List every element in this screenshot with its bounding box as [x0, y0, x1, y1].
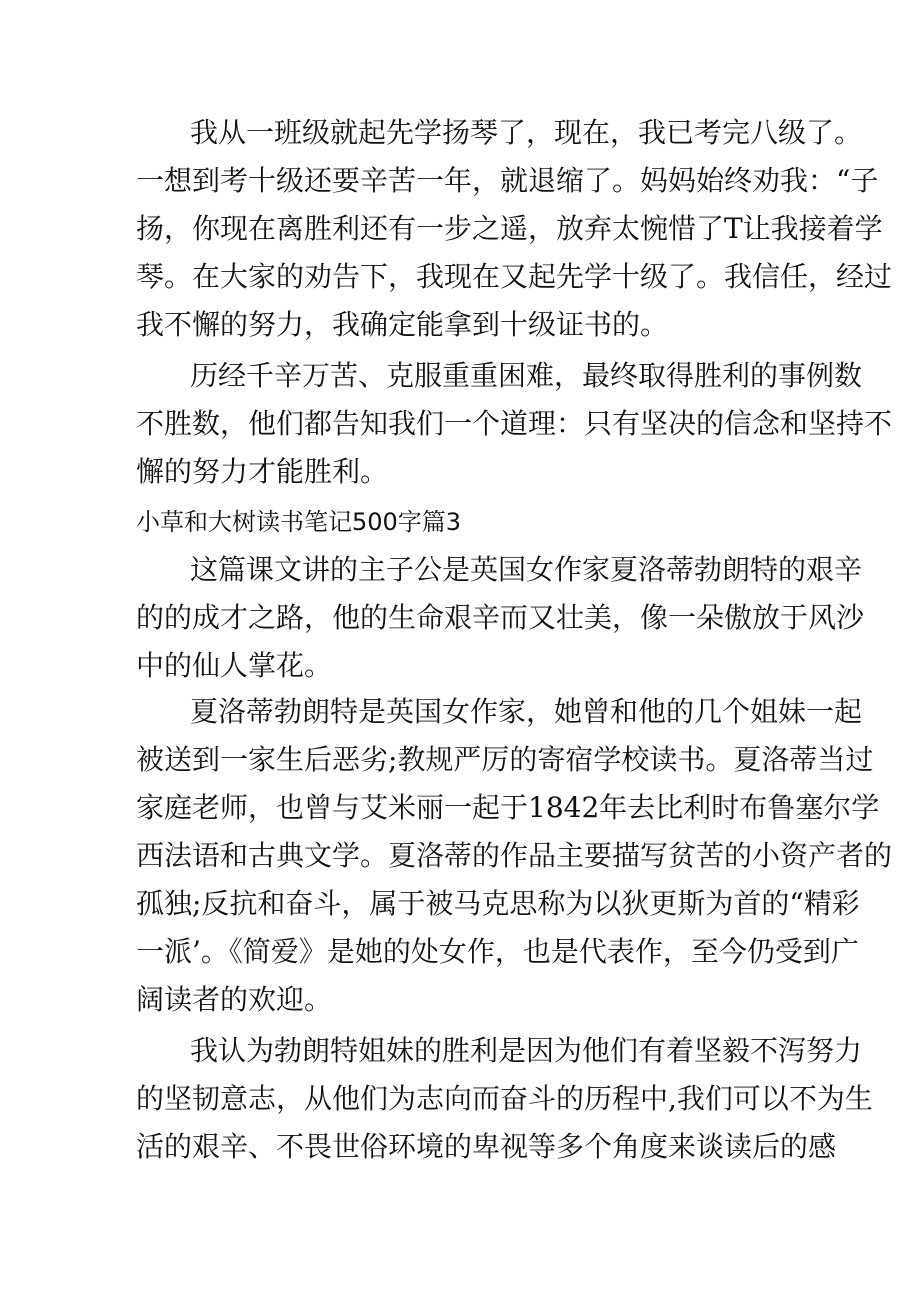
text-line: 琴。在大家的劝告下，我现在又起先学十级了。我信任，经过 [136, 260, 893, 293]
text-line: 的的成才之路，他的生命艰辛而又壮美，像一朵傲放于风沙 [136, 601, 865, 634]
text-line: 这篇课文讲的主子公是英国女作家夏洛蒂勃朗特的艰辛 [190, 553, 863, 586]
text-line: 一想到考十级还要辛苦一年，就退缩了。妈妈始终劝我：“子 [136, 164, 879, 197]
text-line: 扬，你现在离胜利还有一步之遥，放弃太惋惜了T让我接着学 [136, 212, 883, 245]
text-line: 我认为勃朗特姐妹的胜利是因为他们有着坚毅不泻努力 [190, 1034, 863, 1067]
section-heading: 小草和大树读书笔记500字篇3 [136, 508, 462, 536]
text-line: 的坚韧意志，从他们为志向而奋斗的历程中,我们可以不为生 [136, 1082, 873, 1115]
text-line: 我不懈的努力，我确定能拿到十级证书的。 [136, 308, 669, 341]
text-line: 一派’。《简爱》是她的处女作，也是代表作，至今仍受到广 [136, 935, 859, 968]
text-line: 孤独;反抗和奋斗，属于被马克思称为以狄更斯为首的“精彩 [136, 887, 860, 920]
text-line: 不胜数，他们都告知我们一个道理：只有坚决的信念和坚持不 [136, 407, 893, 440]
text-line: 家庭老师，也曾与艾米丽一起于1842年去比利时布鲁塞尔学 [136, 791, 880, 824]
text-line: 西法语和古典文学。夏洛蒂的作品主要描写贫苦的小资产者的 [136, 839, 893, 872]
text-line: 活的艰辛、不畏世俗环境的卑视等多个角度来谈读后的感 [136, 1130, 837, 1163]
text-line: 中的仙人掌花。 [136, 649, 333, 682]
text-line: 阔读者的欢迎。 [136, 983, 333, 1016]
text-line: 历经千辛万苦、克服重重困难，最终取得胜利的事例数 [190, 359, 863, 392]
text-line: 夏洛蒂勃朗特是英国女作家，她曾和他的几个姐妹一起 [190, 695, 863, 728]
text-line: 懈的努力才能胜利。 [136, 455, 389, 488]
text-line: 我从一班级就起先学扬琴了，现在，我已考完八级了。 [190, 116, 863, 149]
text-line: 被送到一家生后恶劣;教规严厉的寄宿学校读书。夏洛蒂当过 [136, 743, 874, 776]
